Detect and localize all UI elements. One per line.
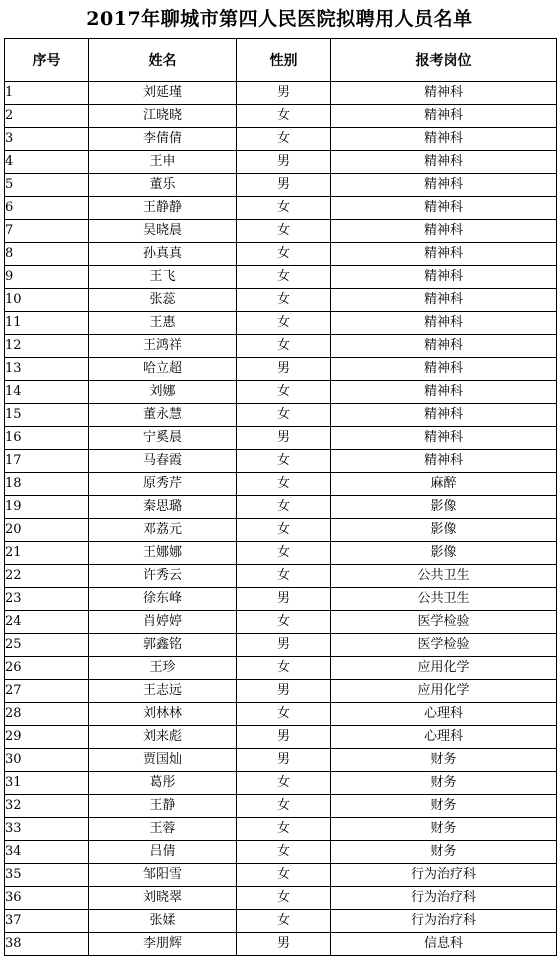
cell-gender: 男 [237,82,331,105]
table-row [5,312,557,335]
cell-gender: 女 [237,703,331,726]
table-row [5,427,557,450]
table-row [5,680,557,703]
cell-no: 11 [5,312,89,335]
cell-no: 9 [5,266,89,289]
cell-no: 3 [5,128,89,151]
table-row [5,381,557,404]
cell-gender: 女 [237,565,331,588]
cell-no: 32 [5,795,89,818]
cell-post: 精神科 [331,450,557,473]
cell-name: 李朋辉 [89,933,237,956]
table-row [5,703,557,726]
cell-name: 许秀云 [89,565,237,588]
cell-post: 精神科 [331,335,557,358]
cell-gender: 女 [237,841,331,864]
table-row [5,588,557,611]
cell-name: 原秀芹 [89,473,237,496]
cell-post: 心理科 [331,703,557,726]
cell-post: 医学检验 [331,634,557,657]
cell-name: 董永慧 [89,404,237,427]
table-row [5,519,557,542]
cell-gender: 男 [237,588,331,611]
table-row [5,335,557,358]
cell-no: 8 [5,243,89,266]
table-row [5,243,557,266]
cell-post: 精神科 [331,174,557,197]
cell-gender: 女 [237,450,331,473]
cell-no: 22 [5,565,89,588]
cell-gender: 女 [237,404,331,427]
cell-no: 33 [5,818,89,841]
document-title: 2017年聊城市第四人民医院拟聘用人员名单 [86,8,473,30]
table-row [5,795,557,818]
cell-post: 精神科 [331,220,557,243]
cell-gender: 女 [237,381,331,404]
cell-post: 行为治疗科 [331,887,557,910]
cell-no: 16 [5,427,89,450]
table-row [5,841,557,864]
cell-gender: 男 [237,634,331,657]
cell-post: 精神科 [331,82,557,105]
table-row [5,450,557,473]
hiring-roster-table [4,38,557,956]
table-row [5,542,557,565]
cell-name: 肖婷婷 [89,611,237,634]
table-row [5,174,557,197]
cell-gender: 女 [237,818,331,841]
table-row [5,657,557,680]
cell-no: 35 [5,864,89,887]
cell-gender: 女 [237,220,331,243]
table-row [5,105,557,128]
cell-gender: 男 [237,680,331,703]
cell-post: 精神科 [331,312,557,335]
cell-name: 董乐 [89,174,237,197]
cell-post: 影像 [331,496,557,519]
cell-no: 21 [5,542,89,565]
cell-no: 23 [5,588,89,611]
cell-gender: 女 [237,864,331,887]
cell-name: 宁奚晨 [89,427,237,450]
cell-post: 精神科 [331,197,557,220]
cell-post: 精神科 [331,266,557,289]
cell-name: 刘晓翠 [89,887,237,910]
cell-post: 精神科 [331,151,557,174]
cell-post: 公共卫生 [331,565,557,588]
cell-no: 17 [5,450,89,473]
cell-name: 王鸿祥 [89,335,237,358]
cell-no: 13 [5,358,89,381]
cell-no: 30 [5,749,89,772]
cell-name: 张媃 [89,910,237,933]
cell-post: 精神科 [331,404,557,427]
cell-no: 26 [5,657,89,680]
table-row [5,473,557,496]
cell-name: 王飞 [89,266,237,289]
table-row [5,220,557,243]
cell-gender: 女 [237,473,331,496]
cell-name: 马春霞 [89,450,237,473]
cell-no: 31 [5,772,89,795]
cell-post: 精神科 [331,289,557,312]
table-row [5,726,557,749]
cell-no: 14 [5,381,89,404]
cell-gender: 女 [237,243,331,266]
cell-no: 6 [5,197,89,220]
table-row [5,818,557,841]
cell-name: 王惠 [89,312,237,335]
table-row [5,289,557,312]
cell-name: 刘林林 [89,703,237,726]
cell-gender: 女 [237,542,331,565]
cell-no: 19 [5,496,89,519]
cell-no: 36 [5,887,89,910]
cell-gender: 女 [237,519,331,542]
cell-gender: 男 [237,726,331,749]
table-row [5,749,557,772]
cell-post: 财务 [331,795,557,818]
cell-post: 应用化学 [331,680,557,703]
table-row [5,933,557,956]
cell-post: 财务 [331,841,557,864]
cell-post: 精神科 [331,358,557,381]
cell-no: 37 [5,910,89,933]
cell-gender: 女 [237,266,331,289]
cell-gender: 女 [237,312,331,335]
cell-name: 葛彤 [89,772,237,795]
table-header-row [5,39,557,82]
cell-name: 李倩倩 [89,128,237,151]
cell-post: 公共卫生 [331,588,557,611]
cell-post: 财务 [331,772,557,795]
cell-name: 郭鑫铭 [89,634,237,657]
cell-name: 王静 [89,795,237,818]
cell-gender: 女 [237,197,331,220]
cell-post: 精神科 [331,243,557,266]
table-row [5,611,557,634]
cell-name: 孙真真 [89,243,237,266]
cell-name: 王静静 [89,197,237,220]
table-row [5,864,557,887]
cell-gender: 男 [237,174,331,197]
cell-name: 邹阳雪 [89,864,237,887]
table-row [5,82,557,105]
table-row [5,565,557,588]
cell-gender: 男 [237,749,331,772]
table-row [5,404,557,427]
cell-no: 7 [5,220,89,243]
cell-name: 王蓉 [89,818,237,841]
cell-post: 精神科 [331,381,557,404]
cell-name: 邓荔元 [89,519,237,542]
cell-name: 刘来彪 [89,726,237,749]
table-row [5,634,557,657]
cell-name: 王珍 [89,657,237,680]
table-row [5,151,557,174]
cell-gender: 女 [237,105,331,128]
cell-post: 医学检验 [331,611,557,634]
cell-gender: 女 [237,496,331,519]
cell-post: 行为治疗科 [331,864,557,887]
cell-name: 王志远 [89,680,237,703]
cell-post: 财务 [331,749,557,772]
cell-post: 应用化学 [331,657,557,680]
cell-name: 徐东峰 [89,588,237,611]
table-body [5,82,557,956]
cell-post: 麻醉 [331,473,557,496]
cell-no: 27 [5,680,89,703]
cell-post: 行为治疗科 [331,910,557,933]
cell-post: 财务 [331,818,557,841]
cell-name: 江晓晓 [89,105,237,128]
cell-gender: 女 [237,772,331,795]
cell-no: 18 [5,473,89,496]
table-row [5,358,557,381]
cell-gender: 女 [237,335,331,358]
table-row [5,197,557,220]
cell-no: 12 [5,335,89,358]
column-header-name: 姓名 [89,39,237,82]
cell-gender: 女 [237,128,331,151]
cell-name: 哈立超 [89,358,237,381]
table-row [5,887,557,910]
cell-no: 29 [5,726,89,749]
cell-name: 刘延瑾 [89,82,237,105]
table-row [5,128,557,151]
cell-no: 20 [5,519,89,542]
cell-name: 贾国灿 [89,749,237,772]
cell-gender: 女 [237,887,331,910]
table-row [5,772,557,795]
cell-gender: 女 [237,910,331,933]
cell-name: 张蕊 [89,289,237,312]
cell-no: 34 [5,841,89,864]
cell-name: 吴晓晨 [89,220,237,243]
cell-name: 王娜娜 [89,542,237,565]
cell-gender: 女 [237,611,331,634]
table-row [5,910,557,933]
cell-no: 15 [5,404,89,427]
column-header-post: 报考岗位 [331,39,557,82]
cell-post: 心理科 [331,726,557,749]
cell-post: 信息科 [331,933,557,956]
cell-gender: 女 [237,289,331,312]
cell-no: 1 [5,82,89,105]
cell-name: 刘娜 [89,381,237,404]
cell-gender: 女 [237,795,331,818]
cell-no: 5 [5,174,89,197]
cell-post: 精神科 [331,427,557,450]
cell-post: 影像 [331,542,557,565]
column-header-gender: 性别 [237,39,331,82]
cell-no: 25 [5,634,89,657]
cell-no: 24 [5,611,89,634]
cell-gender: 男 [237,358,331,381]
cell-gender: 男 [237,427,331,450]
cell-post: 精神科 [331,105,557,128]
table-row [5,496,557,519]
cell-name: 王申 [89,151,237,174]
cell-gender: 男 [237,933,331,956]
cell-name: 秦思璐 [89,496,237,519]
cell-name: 吕倩 [89,841,237,864]
cell-no: 38 [5,933,89,956]
table-row [5,266,557,289]
cell-post: 影像 [331,519,557,542]
cell-gender: 女 [237,657,331,680]
cell-no: 28 [5,703,89,726]
column-header-no: 序号 [5,39,89,82]
cell-gender: 男 [237,151,331,174]
cell-post: 精神科 [331,128,557,151]
cell-no: 4 [5,151,89,174]
cell-no: 10 [5,289,89,312]
cell-no: 2 [5,105,89,128]
